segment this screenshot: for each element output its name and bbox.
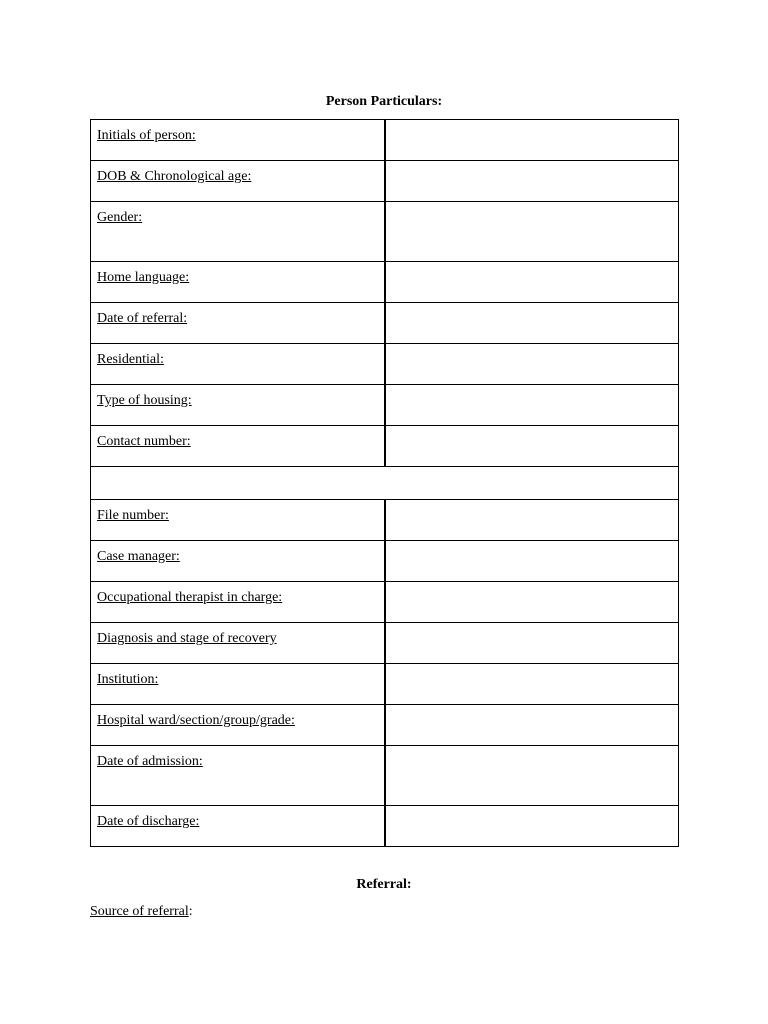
person-particulars-table — [90, 119, 679, 847]
field-value-cell[interactable] — [385, 303, 679, 344]
field-value-cell[interactable] — [385, 120, 679, 161]
field-label: File number: — [97, 508, 169, 523]
field-label: Residential: — [97, 352, 164, 367]
source-of-referral-line — [90, 904, 193, 920]
table-row — [91, 426, 679, 467]
field-value-cell[interactable] — [385, 746, 679, 806]
field-label: Date of admission: — [97, 754, 203, 769]
table-row — [91, 746, 679, 806]
page-title: Person Particulars: — [325, 94, 443, 109]
field-label: Home language: — [97, 270, 190, 285]
table-row — [91, 344, 679, 385]
table-row — [91, 303, 679, 344]
table-row — [91, 500, 679, 541]
source-of-referral-colon: : — [188, 904, 193, 919]
field-value-cell[interactable] — [385, 202, 679, 262]
field-value-cell[interactable] — [385, 262, 679, 303]
field-label: Date of discharge: — [97, 814, 200, 829]
field-value-cell[interactable] — [385, 664, 679, 705]
table-row — [91, 664, 679, 705]
field-label: Contact number: — [97, 434, 191, 449]
table-row — [91, 623, 679, 664]
referral-heading: Referral: — [356, 877, 412, 892]
field-value-cell[interactable] — [385, 426, 679, 467]
field-value-cell[interactable] — [385, 161, 679, 202]
table-row — [91, 202, 679, 262]
field-label: Diagnosis and stage of recovery — [97, 631, 277, 646]
table-row — [91, 120, 679, 161]
table-row — [91, 705, 679, 746]
field-value-cell[interactable] — [385, 385, 679, 426]
field-label: Initials of person: — [97, 128, 196, 143]
table-row — [91, 262, 679, 303]
source-of-referral-label: Source of referral — [90, 904, 189, 919]
separator-cell — [91, 467, 679, 500]
field-label: Case manager: — [97, 549, 180, 564]
table-row — [91, 161, 679, 202]
field-value-cell[interactable] — [385, 500, 679, 541]
field-label: DOB & Chronological age: — [97, 169, 252, 184]
field-value-cell[interactable] — [385, 582, 679, 623]
field-value-cell[interactable] — [385, 623, 679, 664]
field-label: Hospital ward/section/group/grade: — [97, 713, 295, 728]
table-row — [91, 582, 679, 623]
table-row — [91, 385, 679, 426]
field-value-cell[interactable] — [385, 806, 679, 847]
table-row — [91, 806, 679, 847]
field-value-cell[interactable] — [385, 344, 679, 385]
table-row — [91, 541, 679, 582]
field-label: Type of housing: — [97, 393, 192, 408]
field-label: Date of referral: — [97, 311, 188, 326]
field-label: Institution: — [97, 672, 159, 687]
field-label: Gender: — [97, 210, 143, 225]
separator-row — [91, 467, 679, 500]
field-value-cell[interactable] — [385, 541, 679, 582]
field-value-cell[interactable] — [385, 705, 679, 746]
field-label: Occupational therapist in charge: — [97, 590, 283, 605]
